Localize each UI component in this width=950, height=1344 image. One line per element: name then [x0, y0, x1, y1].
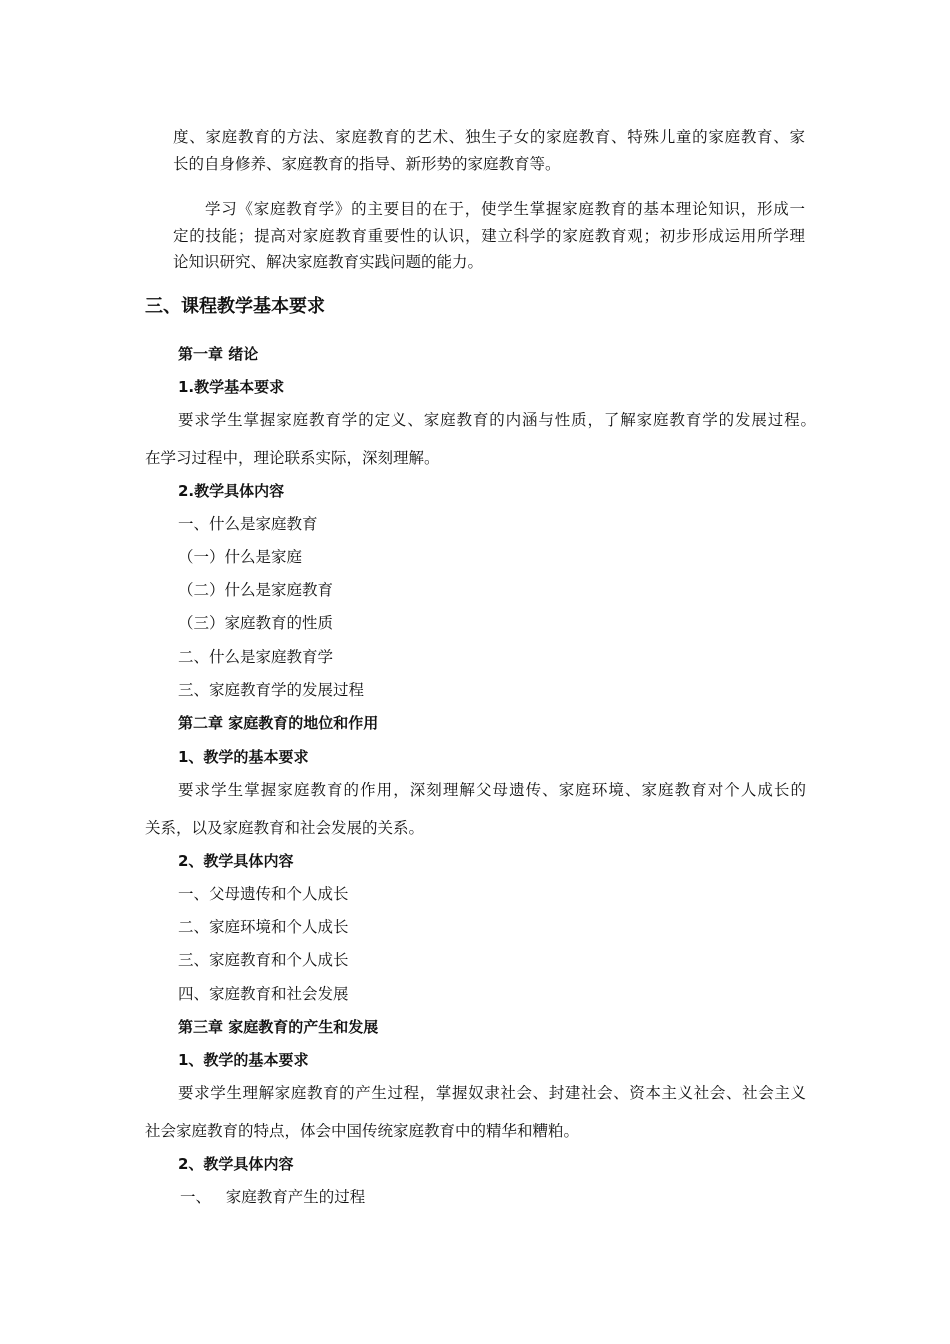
chapter-1-item: 二、什么是家庭教育学 [178, 648, 334, 666]
chapter-1-item: （二）什么是家庭教育 [178, 581, 334, 599]
chapter-1-item: 一、什么是家庭教育 [178, 515, 318, 533]
chapter-3-item: 一、 家庭教育产生的过程 [180, 1188, 366, 1206]
intro-paragraph-2-line-1: 学习《家庭教育学》的主要目的在于，使学生掌握家庭教育的基本理论知识，形成一 [205, 200, 805, 218]
chapter-2-requirements-text-line-1: 要求学生掌握家庭教育的作用，深刻理解父母遗传、家庭环境、家庭教育对个人成长的 [178, 781, 806, 799]
chapter-1-item: （三）家庭教育的性质 [178, 614, 334, 632]
chapter-1-item: （一）什么是家庭 [178, 548, 303, 566]
chapter-2-item: 四、家庭教育和社会发展 [178, 985, 349, 1003]
chapter-3-content-heading: 2、教学具体内容 [178, 1155, 294, 1173]
chapter-2-content-heading: 2、教学具体内容 [178, 852, 294, 870]
chapter-2-item: 三、家庭教育和个人成长 [178, 951, 349, 969]
chapter-1-title: 第一章 绪论 [178, 345, 259, 363]
intro-paragraph-2-line-3: 论知识研究、解决家庭教育实践问题的能力。 [173, 253, 484, 271]
chapter-2-item: 二、家庭环境和个人成长 [178, 918, 349, 936]
chapter-3-requirements-text-line-2: 社会家庭教育的特点，体会中国传统家庭教育中的精华和糟粕。 [145, 1122, 580, 1140]
chapter-3-requirements-text-line-1: 要求学生理解家庭教育的产生过程，掌握奴隶社会、封建社会、资本主义社会、社会主义 [178, 1084, 806, 1102]
chapter-3-title: 第三章 家庭教育的产生和发展 [178, 1018, 379, 1036]
chapter-1-requirements-heading: 1.教学基本要求 [178, 378, 285, 396]
chapter-1-content-heading: 2.教学具体内容 [178, 482, 285, 500]
chapter-1-item: 三、家庭教育学的发展过程 [178, 681, 365, 699]
chapter-2-requirements-heading: 1、教学的基本要求 [178, 748, 309, 766]
chapter-1-requirements-text-line-2: 在学习过程中，理论联系实际，深刻理解。 [145, 449, 440, 467]
chapter-3-requirements-heading: 1、教学的基本要求 [178, 1051, 309, 1069]
chapter-2-title: 第二章 家庭教育的地位和作用 [178, 714, 379, 732]
chapter-2-item: 一、父母遗传和个人成长 [178, 885, 349, 903]
chapter-1-requirements-text-line-1: 要求学生掌握家庭教育学的定义、家庭教育的内涵与性质，了解家庭教育学的发展过程。 [178, 411, 816, 429]
intro-paragraph-1-line-1: 度、家庭教育的方法、家庭教育的艺术、独生子女的家庭教育、特殊儿童的家庭教育、家 [173, 128, 805, 146]
chapter-2-requirements-text-line-2: 关系，以及家庭教育和社会发展的关系。 [145, 819, 425, 837]
intro-paragraph-1-line-2: 长的自身修养、家庭教育的指导、新形势的家庭教育等。 [173, 155, 561, 173]
section-heading: 三、课程教学基本要求 [145, 296, 325, 317]
intro-paragraph-2-line-2: 定的技能；提高对家庭教育重要性的认识，建立科学的家庭教育观；初步形成运用所学理 [173, 227, 805, 245]
